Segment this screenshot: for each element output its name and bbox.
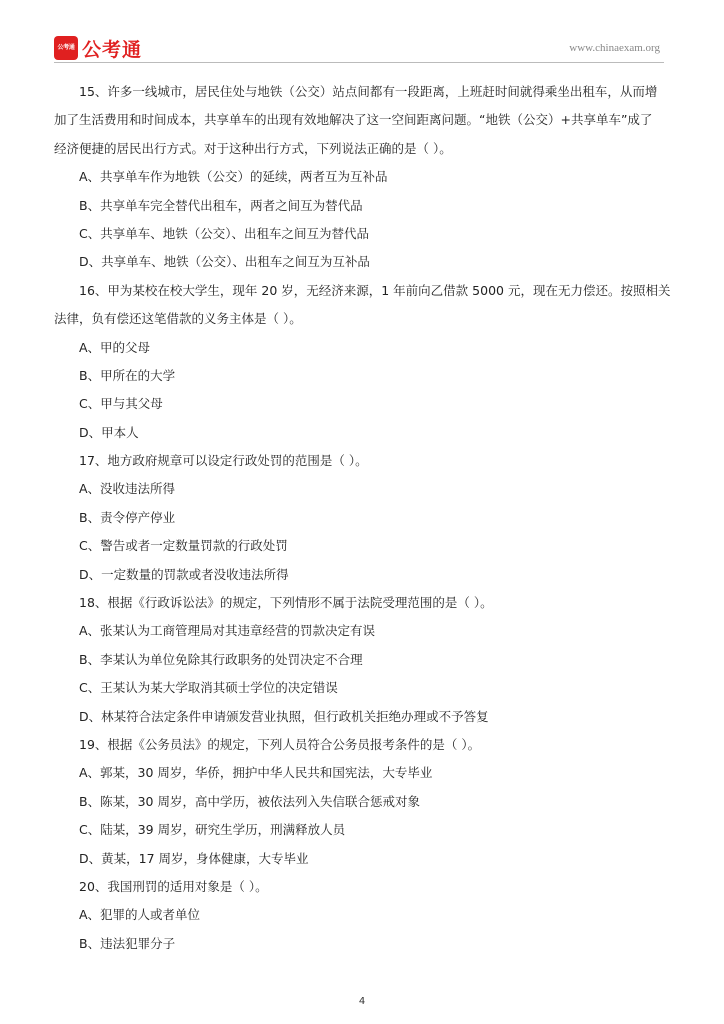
question-19-option-b: B、陈某，30 周岁，高中学历，被依法列入失信联合惩戒对象 xyxy=(79,793,420,809)
question-18-option-d: D、林某符合法定条件申请颁发营业执照，但行政机关拒绝办理或不予答复 xyxy=(79,708,489,724)
question-20-option-a: A、犯罪的人或者单位 xyxy=(79,907,201,923)
question-20-text: 20、我国刑罚的适用对象是（ ）。 xyxy=(79,878,268,894)
question-15-text-end: 经济便捷的居民出行方式。对于这种出行方式，下列说法正确的是（ ）。 xyxy=(54,140,452,156)
question-16-option-d: D、甲本人 xyxy=(79,424,139,440)
question-17-option-a: A、没收违法所得 xyxy=(79,481,176,497)
question-18-option-c: C、王某认为某大学取消其硕士学位的决定错误 xyxy=(79,680,338,696)
question-16-text-continued: 法律，负有偿还这笔借款的义务主体是（ ）。 xyxy=(54,311,302,327)
question-15-option-d: D、共享单车、地铁（公交）、出租车之间互为互补品 xyxy=(79,254,370,270)
question-18-text: 18、根据《行政诉讼法》的规定，下列情形不属于法院受理范围的是（ ）。 xyxy=(79,595,493,611)
question-16-option-c: C、甲与其父母 xyxy=(79,396,163,412)
header-divider xyxy=(54,62,664,63)
logo-text: 公考通 xyxy=(82,39,143,61)
question-18-option-b: B、李某认为单位免除其行政职务的处罚决定不合理 xyxy=(79,651,363,667)
question-20-option-b: B、违法犯罪分子 xyxy=(79,935,176,951)
question-15-text-continued: 加了生活费用和时间成本，共享单车的出现有效地解决了这一空间距离问题。“地铁（公交）+共享单车”成了 xyxy=(54,112,653,128)
question-17-option-c: C、警告或者一定数量罚款的行政处罚 xyxy=(79,538,288,554)
question-17-option-d: D、一定数量的罚款或者没收违法所得 xyxy=(79,566,289,582)
site-url: www.chinaexam.org xyxy=(569,42,660,54)
question-15-option-a: A、共享单车作为地铁（公交）的延续，两者互为互补品 xyxy=(79,169,388,185)
page-header xyxy=(54,32,660,62)
page-number: 4 xyxy=(358,996,366,1007)
question-16-option-a: A、甲的父母 xyxy=(79,339,151,355)
question-16-option-b: B、甲所在的大学 xyxy=(79,367,176,383)
question-19-text: 19、根据《公务员法》的规定，下列人员符合公务员报考条件的是（ ）。 xyxy=(79,736,481,752)
question-19-option-d: D、黄某，17 周岁，身体健康，大专毕业 xyxy=(79,850,309,866)
question-16-text: 16、甲为某校在校大学生，现年 20 岁，无经济来源，1 年前向乙借款 5000 元，现在无力偿还。按照相关 xyxy=(79,282,671,298)
question-19-option-a: A、郭某，30 周岁，华侨，拥护中华人民共和国宪法，大专毕业 xyxy=(79,765,433,781)
question-18-option-a: A、张某认为工商管理局对其违章经营的罚款决定有误 xyxy=(79,623,376,639)
question-15-text: 15、许多一线城市，居民住处与地铁（公交）站点间都有一段距离，上班赶时间就得乘坐出租车，从而增 xyxy=(79,84,658,99)
question-15-option-c: C、共享单车、地铁（公交）、出租车之间互为替代品 xyxy=(79,225,369,241)
logo-icon: 公考通 xyxy=(54,36,78,60)
question-17-text: 17、地方政府规章可以设定行政处罚的范围是（ ）。 xyxy=(79,453,368,469)
question-15-option-b: B、共享单车完全替代出租车，两者之间互为替代品 xyxy=(79,197,363,213)
question-17-option-b: B、责令停产停业 xyxy=(79,509,176,525)
question-19-option-c: C、陆某，39 周岁，研究生学历，刑满释放人员 xyxy=(79,822,346,838)
question-list xyxy=(54,78,671,958)
